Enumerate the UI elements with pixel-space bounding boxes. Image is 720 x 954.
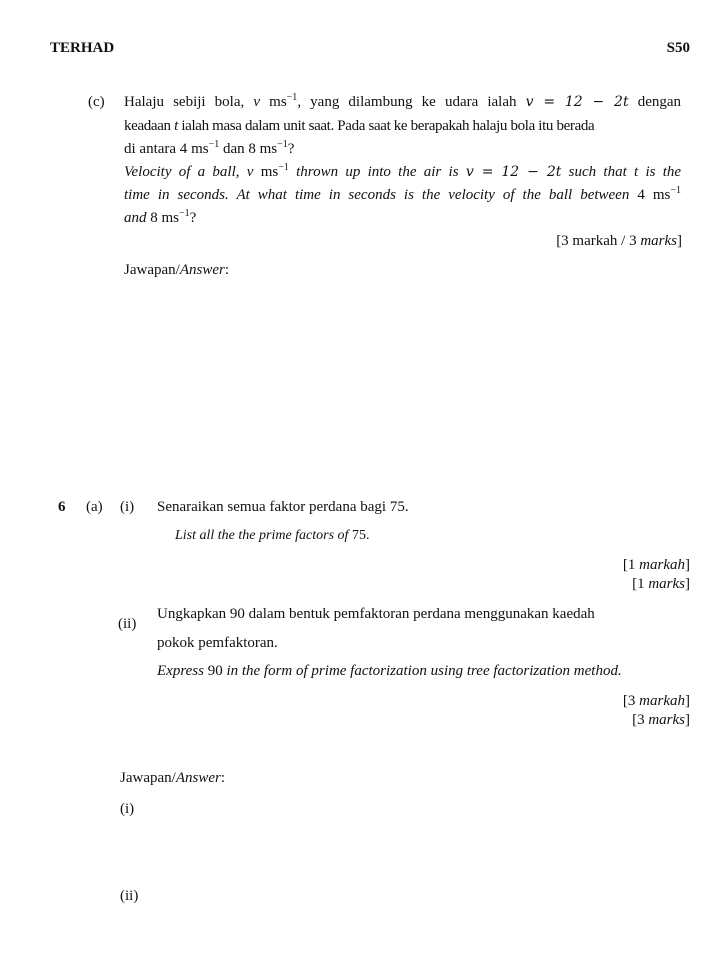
q5c-ms-line-3: di antara 4 $ms^{-1}$ dan 8 $ms^{-1}$? xyxy=(124,139,295,157)
question-c-label: (c) xyxy=(88,94,105,110)
question-part-label: (a) xyxy=(86,499,103,515)
answer-ii-label: (ii) xyxy=(120,888,139,904)
q5c-en-line-1: Velocity of a ball, v $ms^{-1}$ thrown up into the air is v = 12 − 2t such that t is the xyxy=(124,162,682,180)
question-number: 6 xyxy=(58,499,66,515)
answer-ii-space[interactable] xyxy=(140,906,680,946)
header-left: TERHAD xyxy=(50,40,115,56)
q5c-ms-line-1: Halaju sebiji bola, v $ms^{-1}$, yang dilambung ke udara ialah v = 12 − 2t dengan xyxy=(124,92,682,110)
q5c-en-line-3: and 8 $ms^{-1}$? xyxy=(124,208,197,226)
q6-i-en: List all the the prime factors of 75. xyxy=(175,528,370,543)
subpart-i-label: (i) xyxy=(120,499,135,515)
q5c-answer-label: Jawapan/Answer: xyxy=(124,262,229,278)
q6-ii-marks-ms: [3 markah] xyxy=(622,693,690,709)
answer-i-space[interactable] xyxy=(140,820,680,880)
q5c-en-line-2: time in seconds. At what time in seconds is the velocity of the ball between 4 $ms^{-1}$ xyxy=(124,185,681,203)
header-right: S50 xyxy=(666,40,690,56)
q6-i-marks-ms: [1 markah] xyxy=(622,557,690,573)
q6-i-ms: Senaraikan semua faktor perdana bagi 75. xyxy=(157,499,409,515)
q6-ii-marks-en: [3 marks] xyxy=(632,712,690,728)
q5c-ms-line-2: keadaan t ialah masa dalam unit saat. Pada saat ke berapakah halaju bola itu berada xyxy=(124,118,595,134)
q5c-answer-space[interactable] xyxy=(124,284,684,474)
q6-answer-label: Jawapan/Answer: xyxy=(120,770,225,786)
subpart-ii-label: (ii) xyxy=(118,616,137,632)
equation: v = 12 − 2t xyxy=(525,94,629,110)
answer-i-label: (i) xyxy=(120,801,135,817)
q6-ii-ms-line-1: Ungkapkan 90 dalam bentuk pemfaktoran perdana menggunakan kaedah xyxy=(157,606,595,622)
q6-i-marks-en: [1 marks] xyxy=(632,576,690,592)
q5c-marks: [3 markah / 3 marks] xyxy=(556,233,682,249)
q6-ii-en: Express 90 in the form of prime factorization using tree factorization method. xyxy=(157,663,622,679)
q6-ii-ms-line-2: pokok pemfaktoran. xyxy=(157,635,278,651)
